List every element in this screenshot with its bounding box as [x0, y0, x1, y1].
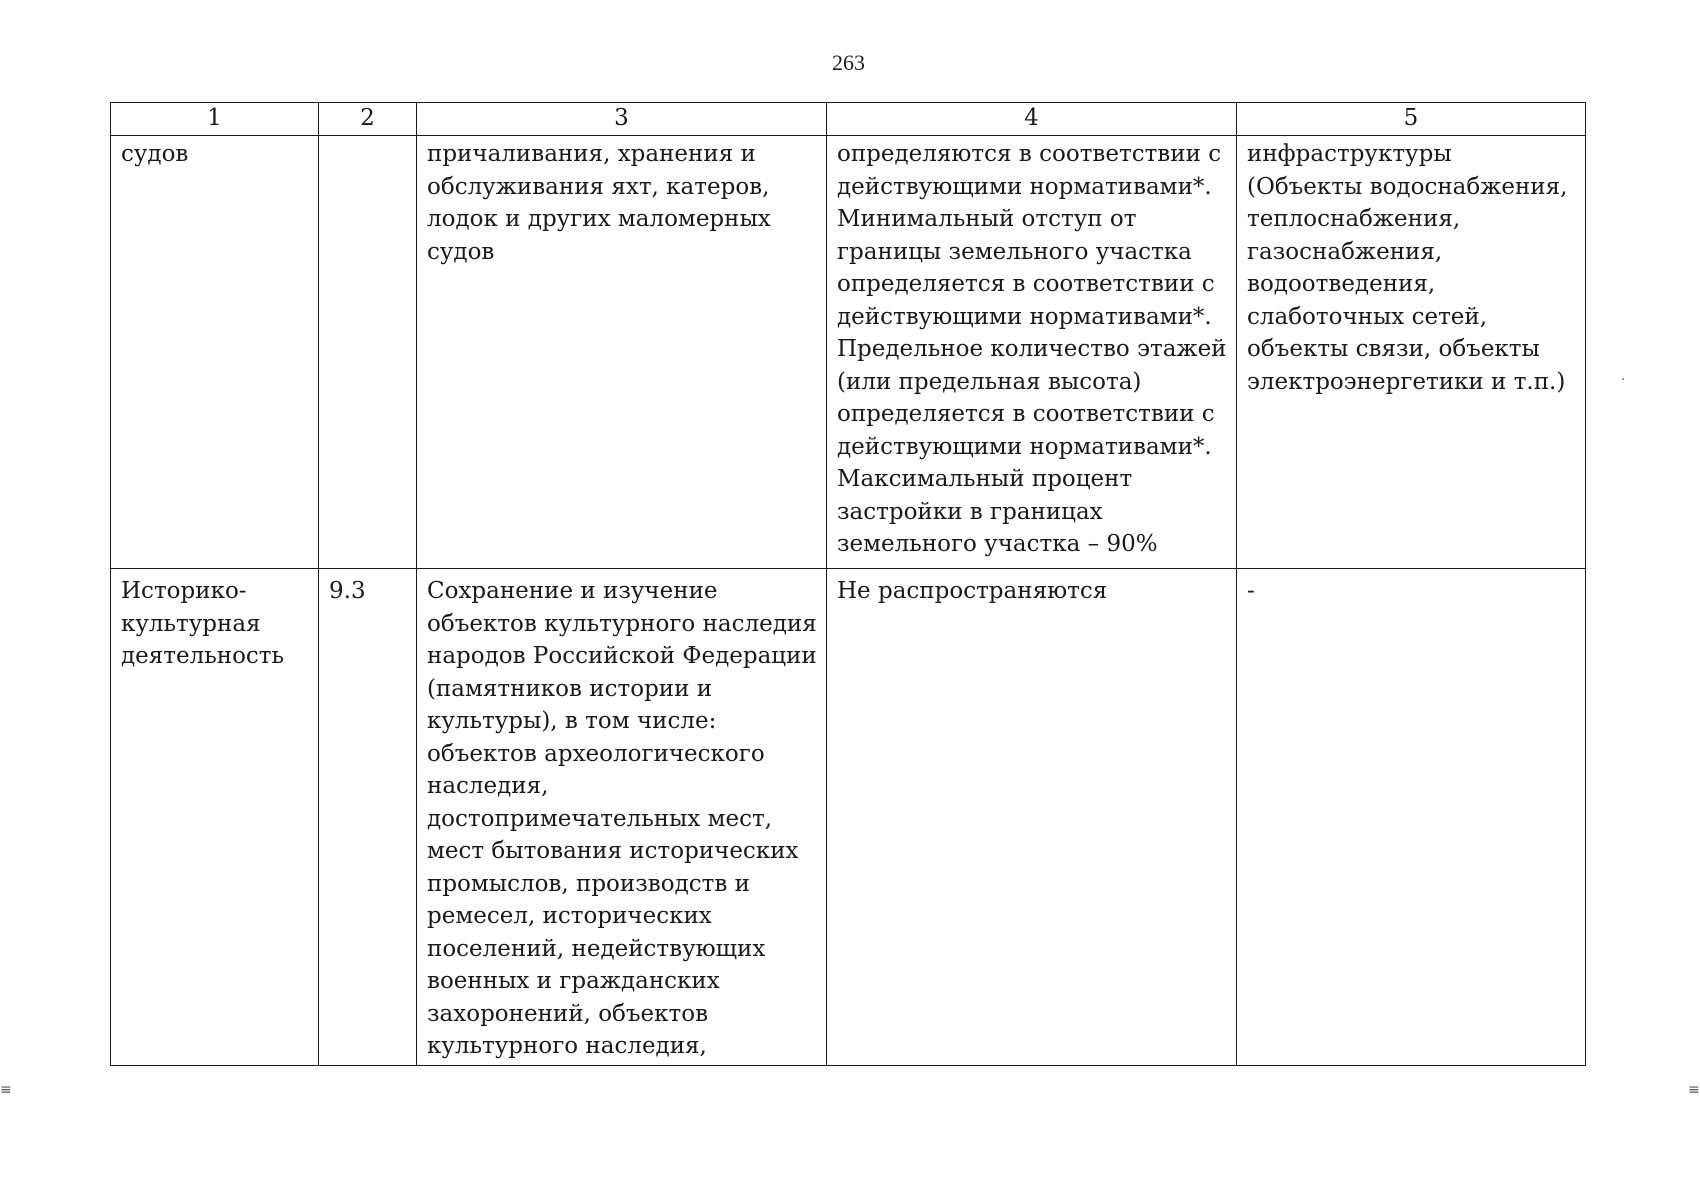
- table-row: [111, 136, 1586, 569]
- use-code-text: 9.3: [329, 578, 366, 604]
- scan-edge-mark-left: ≡: [0, 1082, 12, 1098]
- column-header-3: 3: [417, 103, 827, 136]
- use-description-cell: [417, 136, 827, 569]
- table-header-row: [111, 103, 1586, 136]
- table-row: [111, 569, 1586, 1066]
- use-type-text: судов: [121, 141, 189, 167]
- parameters-text: Не распространяются: [837, 578, 1108, 604]
- ancillary-use-cell: [1237, 136, 1586, 569]
- column-header-1: 1: [111, 103, 319, 136]
- column-header-2: 2: [319, 103, 417, 136]
- ancillary-use-text: инфраструктуры (Объекты водоснабжения, теплоснабжения, газоснабжения, водоотведения, слаботочных сетей, объекты связи, объекты электроэнергетики и т.п.): [1247, 141, 1568, 395]
- use-type-text: Историко- культурная деятельность: [121, 578, 285, 669]
- use-description-text: причаливания, хранения и обслуживания яхт, катеров, лодок и других маломерных судов: [427, 141, 771, 265]
- use-description-text: Сохранение и изучение объектов культурного наследия народов Российской Федерации (памятников истории и культуры), в том числе: объектов археологического наследия, достопримечательных мест, мест бытования исторических промыслов, производств и ремесел, исторических поселений, недействующих военных и гражданских захоронений, объектов культурного наследия,: [427, 578, 817, 1059]
- column-header-5: 5: [1237, 103, 1586, 136]
- page-number: 263: [832, 50, 865, 75]
- scan-speck: [1622, 378, 1624, 380]
- ancillary-use-text: -: [1247, 578, 1255, 604]
- use-code-cell: [319, 136, 417, 569]
- use-code-cell: [319, 569, 417, 1066]
- scan-edge-mark-right: ≡: [1688, 1082, 1700, 1098]
- column-header-4: 4: [827, 103, 1237, 136]
- parameters-cell: [827, 569, 1237, 1066]
- regulation-table: [110, 102, 1586, 1066]
- use-type-cell: [111, 569, 319, 1066]
- parameters-cell: [827, 136, 1237, 569]
- ancillary-use-cell: [1237, 569, 1586, 1066]
- use-description-cell: [417, 569, 827, 1066]
- use-type-cell: [111, 136, 319, 569]
- parameters-text: определяются в соответствии с действующими нормативами*. Минимальный отступ от границы земельного участка определяется в соответствии с действующими нормативами*. Предельное количество этажей (или предельная высота) определяется в соответствии с действующими нормативами*. Максимальный процент застройки в границах земельного участка – 90%: [837, 141, 1227, 557]
